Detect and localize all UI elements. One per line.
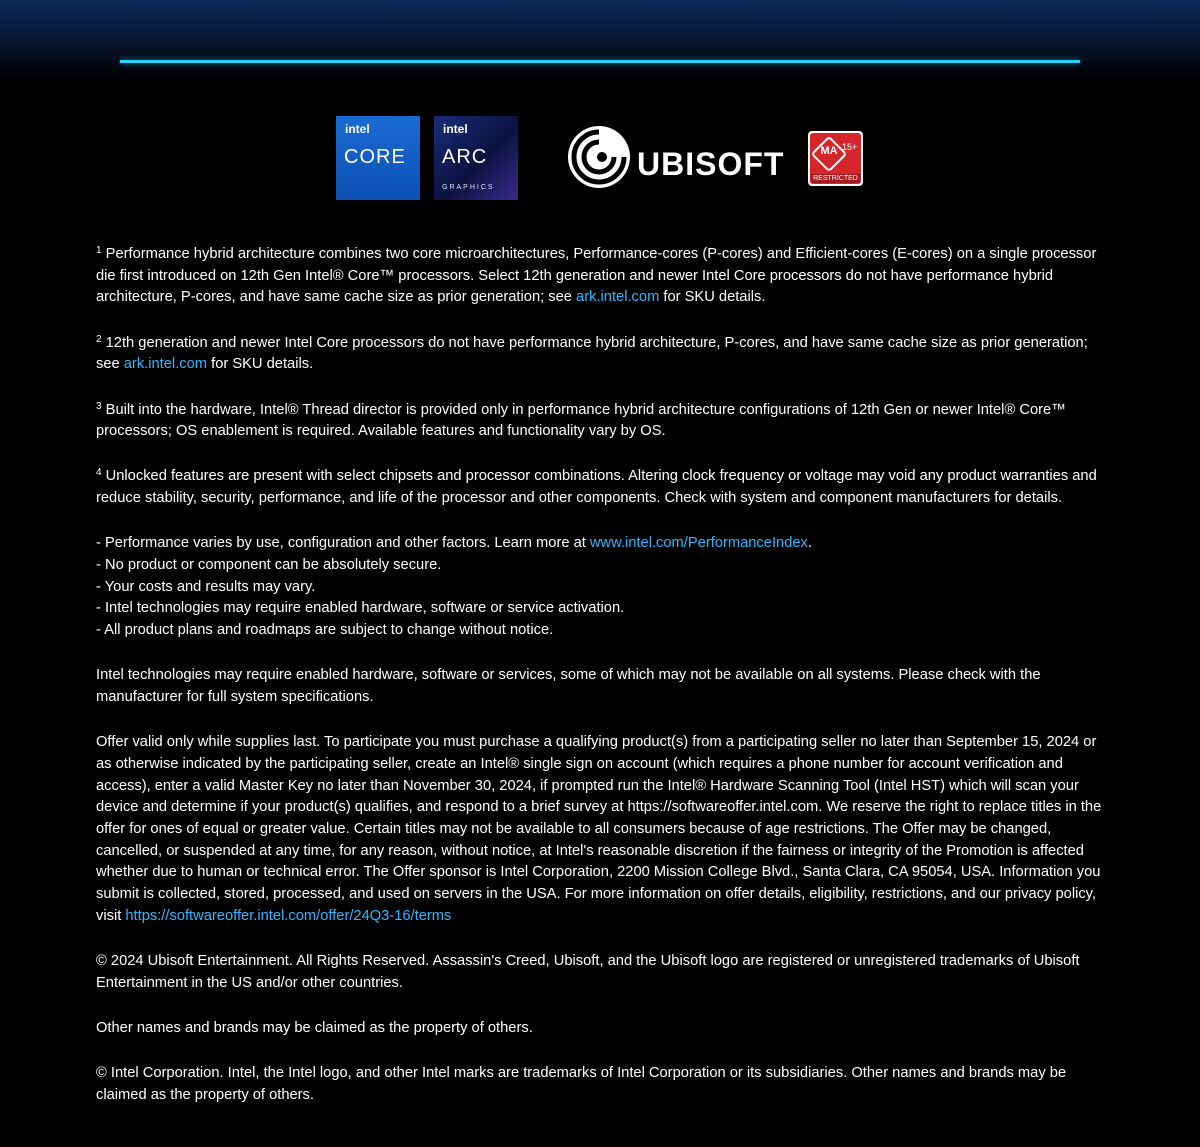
rating-label: RESTRICTED	[811, 174, 860, 183]
footnote-number: 2	[96, 333, 102, 345]
offer-paragraph	[96, 732, 1106, 927]
intel-copyright: © Intel Corporation. Intel, the Intel logo, and other Intel marks are trademarks of Intel Corporation or its subsidiaries. Other names and brands may be claimed as the property of others.	[96, 1065, 1067, 1103]
list-item-text: - Performance varies by use, configuration and other factors. Learn more at	[96, 535, 590, 552]
other-brands-notice: Other names and brands may be claimed as the property of others.	[96, 1019, 533, 1036]
rating-code: MA	[820, 145, 838, 157]
top-gradient	[0, 0, 1200, 80]
accent-divider	[120, 60, 1080, 63]
footnote-3	[96, 400, 1106, 443]
footnote-2	[96, 333, 1106, 376]
intel-arc-sub: GRAPHICS	[442, 184, 495, 191]
footnote-text: Unlocked features are present with select chipsets and processor combinations. Altering clock frequency or voltage may void any product warranties and reduce stability, security, performance, and life of the processor and other components. Check with system and component manufacturers for details.	[96, 468, 1097, 507]
ubisoft-swirl-icon	[566, 124, 632, 190]
ubisoft-copyright: © 2024 Ubisoft Entertainment. All Rights Reserved. Assassin's Creed, Ubisoft, and the Ubisoft logo are registered or unregistered trademarks of Ubisoft Entertainment in the US and/or other countries.	[96, 953, 1080, 991]
footnote-text: Performance hybrid architecture combines two core microarchitectures, Performance-cores (P-cores) and Efficient-cores (E-cores) on a single processor die first introduced on 12th Gen Intel® Core™ processors. Select 12th generation and newer Intel Core processors do not have performance hybrid architecture, P-cores, and have same cache size as prior generation; see	[96, 246, 1097, 306]
intel-arc-badge	[434, 116, 518, 200]
performance-index-link[interactable]: www.intel.com/PerformanceIndex	[589, 535, 808, 552]
intel-core-name: CORE	[344, 146, 406, 168]
ark-intel-link[interactable]: ark.intel.com	[123, 356, 208, 373]
intel-arc-name: ARC	[442, 146, 488, 168]
rating-age: 15+	[842, 142, 858, 152]
footnote-text-end: for SKU details.	[207, 356, 314, 373]
footnote-number: 4	[96, 467, 102, 479]
ubisoft-logo	[566, 124, 785, 194]
footnote-1	[96, 244, 1106, 309]
footnote-text: Built into the hardware, Intel® Thread director is provided only in performance hybrid architecture configurations of 12th Gen or newer Intel® Core™ processors; OS enablement is required. Available features and functionality vary by OS.	[96, 401, 1066, 440]
list-item: - Your costs and results may vary.	[96, 578, 316, 595]
requirements-paragraph: Intel technologies may require enabled hardware, software or services, some of which may not be available on all systems. Please check with the manufacturer for full system specifications.	[96, 667, 1041, 706]
ubisoft-wordmark: UBISOFT	[637, 146, 785, 182]
footnote-number: 3	[96, 400, 102, 412]
footnote-number: 1	[96, 245, 102, 256]
footnote-4	[96, 466, 1106, 509]
offer-terms-link[interactable]: https://softwareoffer.intel.com/offer/24Q3-16/terms	[125, 907, 452, 924]
list-item: - No product or component can be absolutely secure.	[96, 557, 442, 574]
intel-arc-brand: intel	[443, 122, 468, 136]
list-item: - Intel technologies may require enabled hardware, software or service activation.	[96, 600, 625, 617]
ark-intel-link[interactable]: ark.intel.com	[576, 289, 660, 306]
age-rating-badge	[808, 131, 863, 186]
footnote-text: 12th generation and newer Intel Core processors do not have performance hybrid architecture, P-cores, and have same cache size as prior generation; see	[96, 334, 1088, 373]
list-item-end: .	[807, 535, 812, 552]
logo-row	[0, 116, 1200, 202]
intel-core-badge	[336, 116, 420, 200]
notice-list	[96, 533, 1106, 642]
list-item	[96, 533, 1106, 555]
intel-core-brand: intel	[345, 122, 370, 136]
list-item: - All product plans and roadmaps are subject to change without notice.	[96, 622, 554, 639]
offer-text: Offer valid only while supplies last. To participate you must purchase a qualifying product(s) from a participating seller no later than September 15, 2024 or as otherwise indicated by the participating seller, create an Intel® single sign on account (which requires a phone number for account verification and access), enter a valid Master Key no later than November 30, 2024, if prompted run the Intel® Hardware Scanning Tool (Intel HST) which will scan your device and determine if your product(s) qualifies, and respond to a brief survey at https://softwareoffer.intel.com. We reserve the right to replace titles in the offer for ones of equal or greater value. Certain titles may not be available to all consumers because of age restrictions. The Offer may be changed, cancelled, or suspended at any time, for any reason, without notice, at Intel's reasonable discretion if the fairness or integrity of the Promotion is affected whether due to human or technical error. The Offer sponsor is Intel Corporation, 2200 Mission College Blvd., Santa Clara, CA 95054, USA. Information you submit is collected, stored, processed, and used on servers in the USA. For more information on offer details, eligibility, restrictions, and our privacy policy, visit	[96, 734, 1102, 924]
legal-disclaimers	[96, 244, 1106, 1130]
footnote-text-end: for SKU details.	[659, 289, 766, 306]
